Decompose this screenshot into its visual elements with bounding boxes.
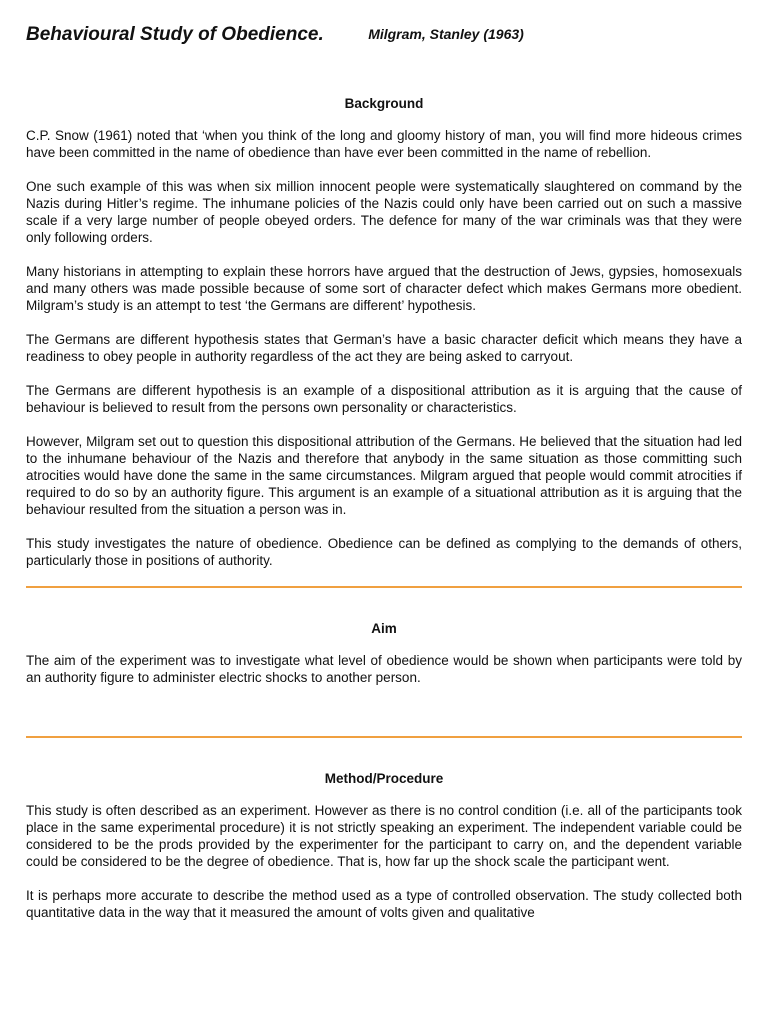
document-author: Milgram, Stanley (1963) — [368, 26, 524, 42]
paragraph: However, Milgram set out to question this dispositional attribution of the Germans. He believed that the situation had led to the inhumane behaviour of the Nazis and therefore that anybody in the same situation as those committing such atrocities would have done the same in the same circumstances. Milgram argued that people would commit atrocities if required to do so by an authority figure. This argument is an example of a situational attribution as it is arguing that the behaviour resulted from the situation a person was in. — [26, 434, 742, 517]
paragraph: This study investigates the nature of obedience. Obedience can be defined as complying to the demands of others, particularly those in positions of authority. — [26, 536, 742, 568]
section-heading-background: Background — [344, 96, 424, 111]
section-background — [26, 96, 742, 569]
paragraph: It is perhaps more accurate to describe the method used as a type of controlled observation. The study collected both quantitative data in the way that it measured the amount of volts given and qualitative — [26, 888, 742, 920]
paragraph: The aim of the experiment was to investigate what level of obedience would be shown when participants were told by an authority figure to administer electric shocks to another person. — [26, 653, 742, 685]
section-heading-aim: Aim — [371, 621, 397, 636]
section-aim — [26, 621, 742, 686]
title-row — [26, 24, 742, 54]
paragraph: Many historians in attempting to explain these horrors have argued that the destruction of Jews, gypsies, homosexuals and many others was made possible because of some sort of character defect which makes Germans more obedient. Milgram’s study is an attempt to test ‘the Germans are different’ hypothesis. — [26, 264, 742, 313]
section-method — [26, 771, 742, 921]
paragraph: One such example of this was when six million innocent people were systematically slaughtered on command by the Nazis during Hitler’s regime. The inhumane policies of the Nazis could only have been carried out on such a massive scale if a very large number of people obeyed orders. The defence for many of the war criminals was that they were only following orders. — [26, 179, 742, 245]
section-heading-method: Method/Procedure — [324, 771, 444, 786]
paragraph: The Germans are different hypothesis is an example of a dispositional attribution as it is arguing that the cause of behaviour is believed to result from the persons own personality or characteristics. — [26, 383, 742, 415]
paragraph: C.P. Snow (1961) noted that ‘when you think of the long and gloomy history of man, you will find more hideous crimes have been committed in the name of obedience than have ever been committed in the name of rebellion. — [26, 128, 742, 160]
paragraph: The Germans are different hypothesis states that German’s have a basic character deficit which means they have a readiness to obey people in authority regardless of the act they are being asked to carryout. — [26, 332, 742, 364]
paragraph: This study is often described as an experiment. However as there is no control condition (i.e. all of the participants took place in the same experimental procedure) it is not strictly speaking an experiment. The independent variable could be considered to be the prods provided by the experimenter for the participant to carry on, and the dependent variable could be considered to be the degree of obedience. That is, how far up the shock scale the participant went. — [26, 803, 742, 869]
document-title: Behavioural Study of Obedience. — [26, 24, 324, 45]
document-page — [26, 24, 742, 921]
